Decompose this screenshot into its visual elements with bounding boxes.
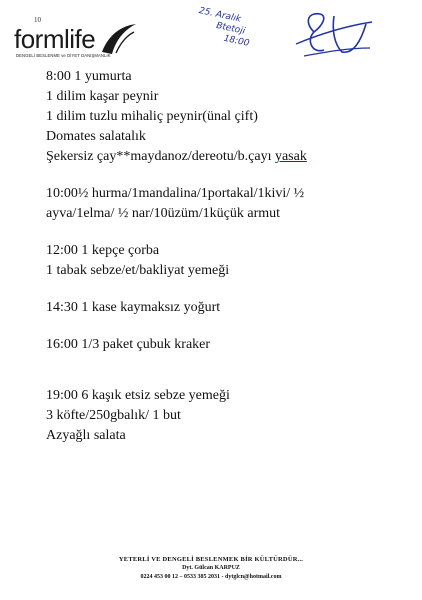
diet-line: ayva/1elma/ ½ nar/10üzüm/1küçük armut bbox=[46, 206, 281, 221]
diet-line: 1 dilim tuzlu mihaliç peynir(ünal çift) bbox=[46, 109, 258, 124]
footer-slogan: YETERLİ VE DENGELİ BESLENMEK BİR KÜLTÜRDÜR... bbox=[118, 556, 304, 563]
diet-line: 12:00 1 kepçe çorba bbox=[46, 243, 160, 258]
logo-wordmark: formlife bbox=[14, 24, 96, 54]
diet-line: 3 köfte/250gbalık/ 1 but bbox=[46, 408, 181, 423]
handwritten-date-line-3: 18:00 bbox=[222, 33, 251, 49]
diet-line: Domates salatalık bbox=[46, 129, 146, 144]
handwritten-date-line-1: 25. Aralık bbox=[197, 6, 242, 25]
footer-contact: 0224 453 00 12 – 0533 385 2031 - dytglcn@hotmail.com bbox=[140, 574, 282, 580]
diet-line bbox=[46, 147, 406, 167]
diet-line: Azyağlı salata bbox=[46, 428, 126, 443]
page-number: 10 bbox=[34, 16, 41, 24]
logo-tagline: DENGELİ BESLENME ve DİYET DANIŞMANLIK bbox=[16, 53, 111, 58]
footer bbox=[0, 555, 422, 582]
diet-line: 8:00 1 yumurta bbox=[46, 69, 132, 84]
diet-line: 19:00 6 kaşık etsiz sebze yemeği bbox=[46, 388, 230, 403]
diet-line: 1 dilim kaşar peynir bbox=[46, 89, 159, 104]
diet-line: 14:30 1 kase kaymaksız yoğurt bbox=[46, 300, 221, 315]
underlined-word: yasak bbox=[274, 149, 307, 164]
diet-line: 1 tabak sebze/et/bakliyat yemeği bbox=[46, 263, 230, 278]
footer-dietitian: Dyt. Gülcan KARPUZ bbox=[182, 565, 240, 571]
logo-swoosh-icon bbox=[98, 22, 140, 56]
diet-line: 16:00 1/3 paket çubuk kraker bbox=[46, 337, 211, 352]
diet-line: 10:00½ hurma/1mandalina/1portakal/1kivi/ ½ bbox=[46, 186, 305, 201]
diet-plan bbox=[46, 67, 406, 446]
handwritten-date-line-2: Btetoji bbox=[215, 20, 246, 37]
diet-line-text: Şekersiz çay**maydanoz/dereotu/b.çayı bbox=[46, 149, 275, 164]
formlife-logo bbox=[12, 22, 137, 64]
